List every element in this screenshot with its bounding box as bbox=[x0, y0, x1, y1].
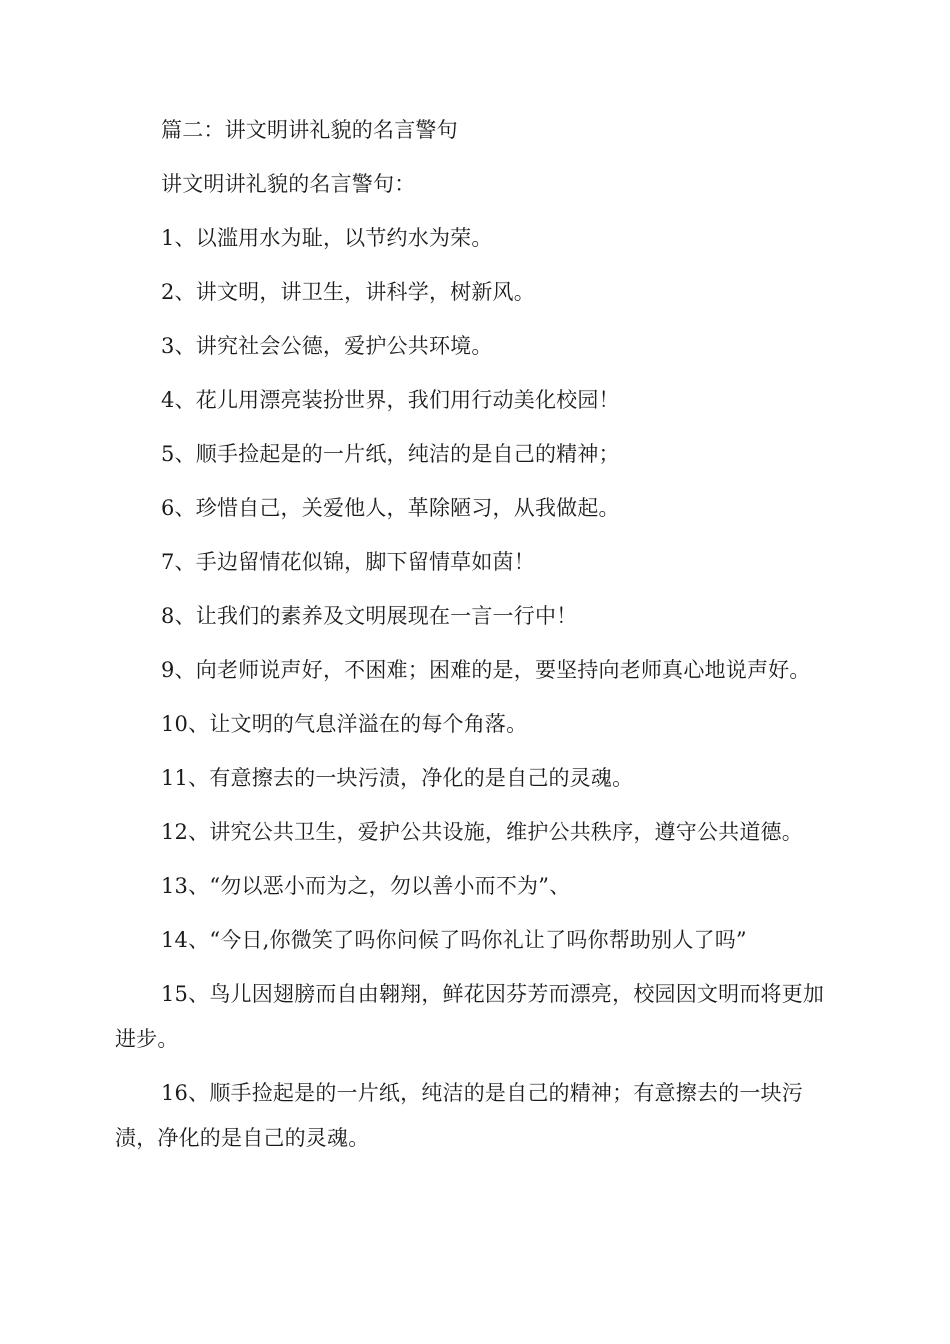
quote-item-2: 2、讲文明，讲卫生，讲科学，树新风。 bbox=[161, 280, 535, 304]
quote-item-5: 5、顺手捡起是的一片纸，纯洁的是自己的精神； bbox=[161, 442, 620, 466]
quote-item-16: 16、顺手捡起是的一片纸，纯洁的是自己的精神；有意擦去的一块污渍，净化的是自己的灵魂。 bbox=[115, 1081, 803, 1150]
quote-item-9: 9、向老师说声好，不困难；困难的是，要坚持向老师真心地说声好。 bbox=[161, 658, 811, 682]
intro-line: 讲文明讲礼貌的名言警句： bbox=[161, 172, 416, 196]
quote-item-12: 12、讲究公共卫生，爱护公共设施，维护公共秩序，遵守公共道德。 bbox=[161, 820, 803, 844]
quote-item-13: 13、“勿以恶小而为之，勿以善小而不为”、 bbox=[161, 874, 571, 898]
document-body bbox=[115, 108, 835, 1161]
quote-item-3: 3、讲究社会公德，爱护公共环境。 bbox=[161, 334, 493, 358]
quote-item-10: 10、让文明的气息洋溢在的每个角落。 bbox=[161, 712, 528, 736]
quote-item-6: 6、珍惜自己，关爱他人，革除陋习，从我做起。 bbox=[161, 496, 620, 520]
quote-item-4: 4、花儿用漂亮装扮世界，我们用行动美化校园！ bbox=[161, 388, 620, 412]
section-title: 篇二：讲文明讲礼貌的名言警句 bbox=[161, 118, 458, 142]
quote-item-8: 8、让我们的素养及文明展现在一言一行中！ bbox=[161, 604, 578, 628]
quote-item-7: 7、手边留情花似锦，脚下留情草如茵！ bbox=[161, 550, 535, 574]
quote-item-1: 1、以滥用水为耻，以节约水为荣。 bbox=[161, 226, 493, 250]
quote-item-15: 15、鸟儿因翅膀而自由翱翔，鲜花因芬芳而漂亮，校园因文明而将更加进步。 bbox=[115, 982, 825, 1051]
quote-item-14: 14、“今日,你微笑了吗你问候了吗你礼让了吗你帮助别人了吗” bbox=[161, 928, 747, 952]
quote-item-11: 11、有意擦去的一块污渍，净化的是自己的灵魂。 bbox=[161, 766, 634, 790]
